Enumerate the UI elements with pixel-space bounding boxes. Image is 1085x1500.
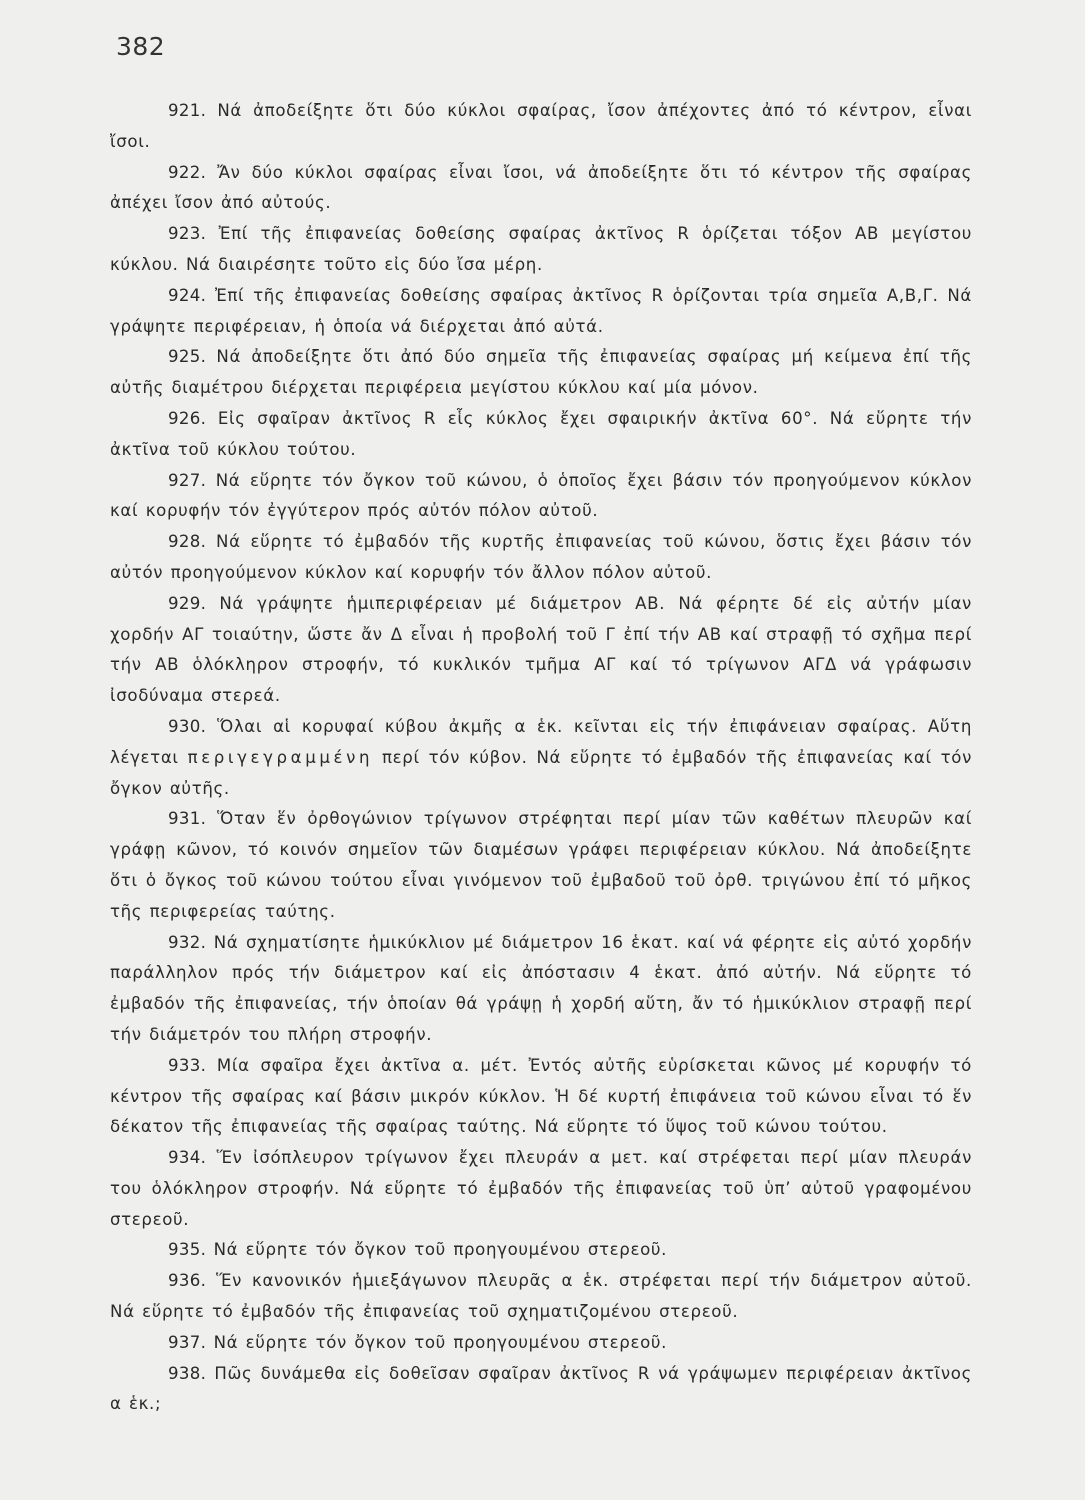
problem-text: Ἐπί τῆς ἐπιφανείας δοθείσης σφαίρας ἀκτῖνος R ὁρίζεται τόξον ΑΒ μεγίστου κύκλου. Νά διαιρέσητε τοῦτο εἰς δύο ἴσα μέρη.	[110, 224, 972, 274]
problem-927	[110, 466, 972, 528]
problem-number: 925.	[168, 347, 207, 367]
problem-text: Νά εὕρητε τόν ὄγκον τοῦ προηγουμένου στερεοῦ.	[213, 1332, 668, 1352]
problem-number: 934.	[168, 1148, 207, 1168]
problem-number: 931.	[168, 809, 207, 829]
problem-933	[110, 1051, 972, 1143]
problem-text-after: περί τόν κύβον. Νά εὕρητε τό ἐμβαδόν τῆς ἐπιφανείας καί τόν ὄγκον αὐτῆς.	[110, 747, 972, 798]
problem-number: 924.	[168, 285, 207, 305]
problem-921	[110, 96, 972, 158]
problem-text: Ἄν δύο κύκλοι σφαίρας εἶναι ἴσοι, νά ἀποδείξητε ὅτι τό κέντρον τῆς σφαίρας ἀπέχει ἴσον ἀπό αὐτούς.	[110, 162, 972, 213]
problem-number: 923.	[168, 224, 207, 244]
problem-text: Πῶς δυνάμεθα εἰς δοθεῖσαν σφαῖραν ἀκτῖνος R νά γράψωμεν περιφέρειαν ἀκτῖνος α ἑκ.;	[110, 1363, 972, 1414]
problem-number: 929.	[168, 593, 207, 613]
problem-text: Ἐπί τῆς ἐπιφανείας δοθείσης σφαίρας ἀκτῖνος R ὁρίζονται τρία σημεῖα Α,Β,Γ. Νά γράψητε περιφέρειαν, ἡ ὁποία νά διέρχεται ἀπό αὐτά.	[110, 285, 972, 336]
problem-926	[110, 404, 972, 466]
problem-932	[110, 928, 972, 1051]
problem-number: 936.	[168, 1271, 207, 1291]
problem-number: 926.	[168, 408, 207, 428]
problem-number: 930.	[168, 716, 207, 736]
page-number: 382	[116, 32, 166, 61]
problem-text: Νά σχηματίσητε ἡμικύκλιον μέ διάμετρον 16 ἑκατ. καί νά φέρητε εἰς αὐτό χορδήν παράλληλον πρός τήν διάμετρον καί εἰς ἀπόστασιν 4 ἑκατ. ἀπό αὐτήν. Νά εὕρητε τό ἐμβαδόν τῆς ἐπιφανείας, τήν ὁποίαν θά γράψῃ ἡ χορδή αὕτη, ἄν τό ἡμικύκλιον στραφῇ περί τήν διάμετρόν του πλήρη στροφήν.	[110, 932, 972, 1044]
problem-number: 921.	[168, 101, 207, 120]
problem-text: Νά εὕρητε τόν ὄγκον τοῦ κώνου, ὁ ὁποῖος ἔχει βάσιν τόν προηγούμενον κύκλον καί κορυφήν τόν ἐγγύτερον πρός αὐτόν πόλον αὐτοῦ.	[110, 470, 972, 521]
problem-number: 938.	[168, 1363, 207, 1383]
problem-number: 937.	[168, 1332, 207, 1352]
problem-number: 928.	[168, 532, 207, 552]
problem-924	[110, 281, 972, 343]
spaced-term: περιγεγραμμένη	[187, 747, 374, 767]
problem-text: Εἰς σφαῖραν ἀκτῖνος R εἷς κύκλος ἔχει σφαιρικήν ἀκτῖνα 60°. Νά εὕρητε τήν ἀκτῖνα τοῦ κύκλου τούτου.	[110, 408, 972, 459]
problem-937	[110, 1328, 972, 1359]
problem-number: 922.	[168, 162, 207, 182]
problem-number: 935.	[168, 1240, 207, 1260]
problem-list	[110, 96, 972, 1420]
problem-934	[110, 1143, 972, 1235]
problem-text: Νά ἀποδείξητε ὅτι δύο κύκλοι σφαίρας, ἴσον ἀπέχοντες ἀπό τό κέντρον, εἶναι ἴσοι.	[110, 101, 972, 151]
problem-number: 932.	[168, 932, 207, 952]
problem-928	[110, 527, 972, 589]
problem-925	[110, 342, 972, 404]
problem-text: Νά γράψητε ἡμιπεριφέρειαν μέ διάμετρον ΑΒ. Νά φέρητε δέ εἰς αὐτήν μίαν χορδήν ΑΓ τοιαύτην, ὥστε ἄν Δ εἶναι ἡ προβολή τοῦ Γ ἐπί τήν ΑΒ καί στραφῇ τό σχῆμα περί τήν ΑΒ ὁλόκληρον στροφήν, τό κυκλικόν τμῆμα ΑΓ καί τό τρίγωνον ΑΓΔ νά γράφωσιν ἰσοδύναμα στερεά.	[110, 593, 972, 706]
problem-text: Ἕν ἰσόπλευρον τρίγωνον ἔχει πλευράν α μετ. καί στρέφεται περί μίαν πλευράν του ὁλόκληρον στροφήν. Νά εὕρητε τό ἐμβαδόν τῆς ἐπιφανείας τοῦ ὑπ’ αὐτοῦ γραφομένου στερεοῦ.	[110, 1148, 972, 1229]
problem-text: Μία σφαῖρα ἔχει ἀκτῖνα α. μέτ. Ἐντός αὐτῆς εὑρίσκεται κῶνος μέ κορυφήν τό κέντρον τῆς σφαίρας καί βάσιν μικρόν κύκλον. Ἡ δέ κυρτή ἐπιφάνεια τοῦ κώνου εἶναι τό ἕν δέκατον τῆς ἐπιφανείας τῆς σφαίρας ταύτης. Νά εὕρητε τό ὕψος τοῦ κώνου τούτου.	[110, 1055, 972, 1137]
problem-text: Νά ἀποδείξητε ὅτι ἀπό δύο σημεῖα τῆς ἐπιφανείας σφαίρας μή κείμενα ἐπί τῆς αὐτῆς διαμέτρου διέρχεται περιφέρεια μεγίστου κύκλου καί μία μόνον.	[110, 347, 972, 398]
problem-text: Ἕν κανονικόν ἡμιεξάγωνον πλευρᾶς α ἑκ. στρέφεται περί τήν διάμετρον αὐτοῦ. Νά εὕρητε τό ἐμβαδόν τῆς ἐπιφανείας τοῦ σχηματιζομένου στερεοῦ.	[110, 1271, 972, 1322]
problem-text: Ὅταν ἕν ὀρθογώνιον τρίγωνον στρέφηται περί μίαν τῶν καθέτων πλευρῶν καί γράφῃ κῶνον, τό κοινόν σημεῖον τῶν διαμέσων γράφει περιφέρειαν κύκλου. Νά ἀποδείξητε ὅτι ὁ ὄγκος τοῦ κώνου τούτου εἶναι γινόμενον τοῦ ἐμβαδοῦ τοῦ ὀρθ. τριγώνου ἐπί τό μῆκος τῆς περιφερείας ταύτης.	[110, 809, 972, 921]
problem-930	[110, 712, 972, 804]
problem-936	[110, 1266, 972, 1328]
problem-923	[110, 219, 972, 281]
problem-text: Νά εὕρητε τό ἐμβαδόν τῆς κυρτῆς ἐπιφανείας τοῦ κώνου, ὅστις ἔχει βάσιν τόν αὐτόν προηγούμενον κύκλον καί κορυφήν τόν ἄλλον πόλον αὐτοῦ.	[110, 532, 972, 582]
problem-929	[110, 589, 972, 712]
problem-text: Νά εὕρητε τόν ὄγκον τοῦ προηγουμένου στερεοῦ.	[213, 1240, 668, 1260]
problem-number: 927.	[168, 470, 207, 490]
problem-938	[110, 1359, 972, 1421]
problem-number: 933.	[168, 1055, 207, 1075]
problem-935	[110, 1235, 972, 1266]
problem-931	[110, 804, 972, 927]
problem-922	[110, 158, 972, 220]
problem-text-before: Ὅλαι αἱ κορυφαί κύβου ἀκμῆς α ἑκ. κεῖνται εἰς τήν ἐπιφάνειαν σφαίρας. Αὕτη λέγεται	[110, 716, 972, 767]
